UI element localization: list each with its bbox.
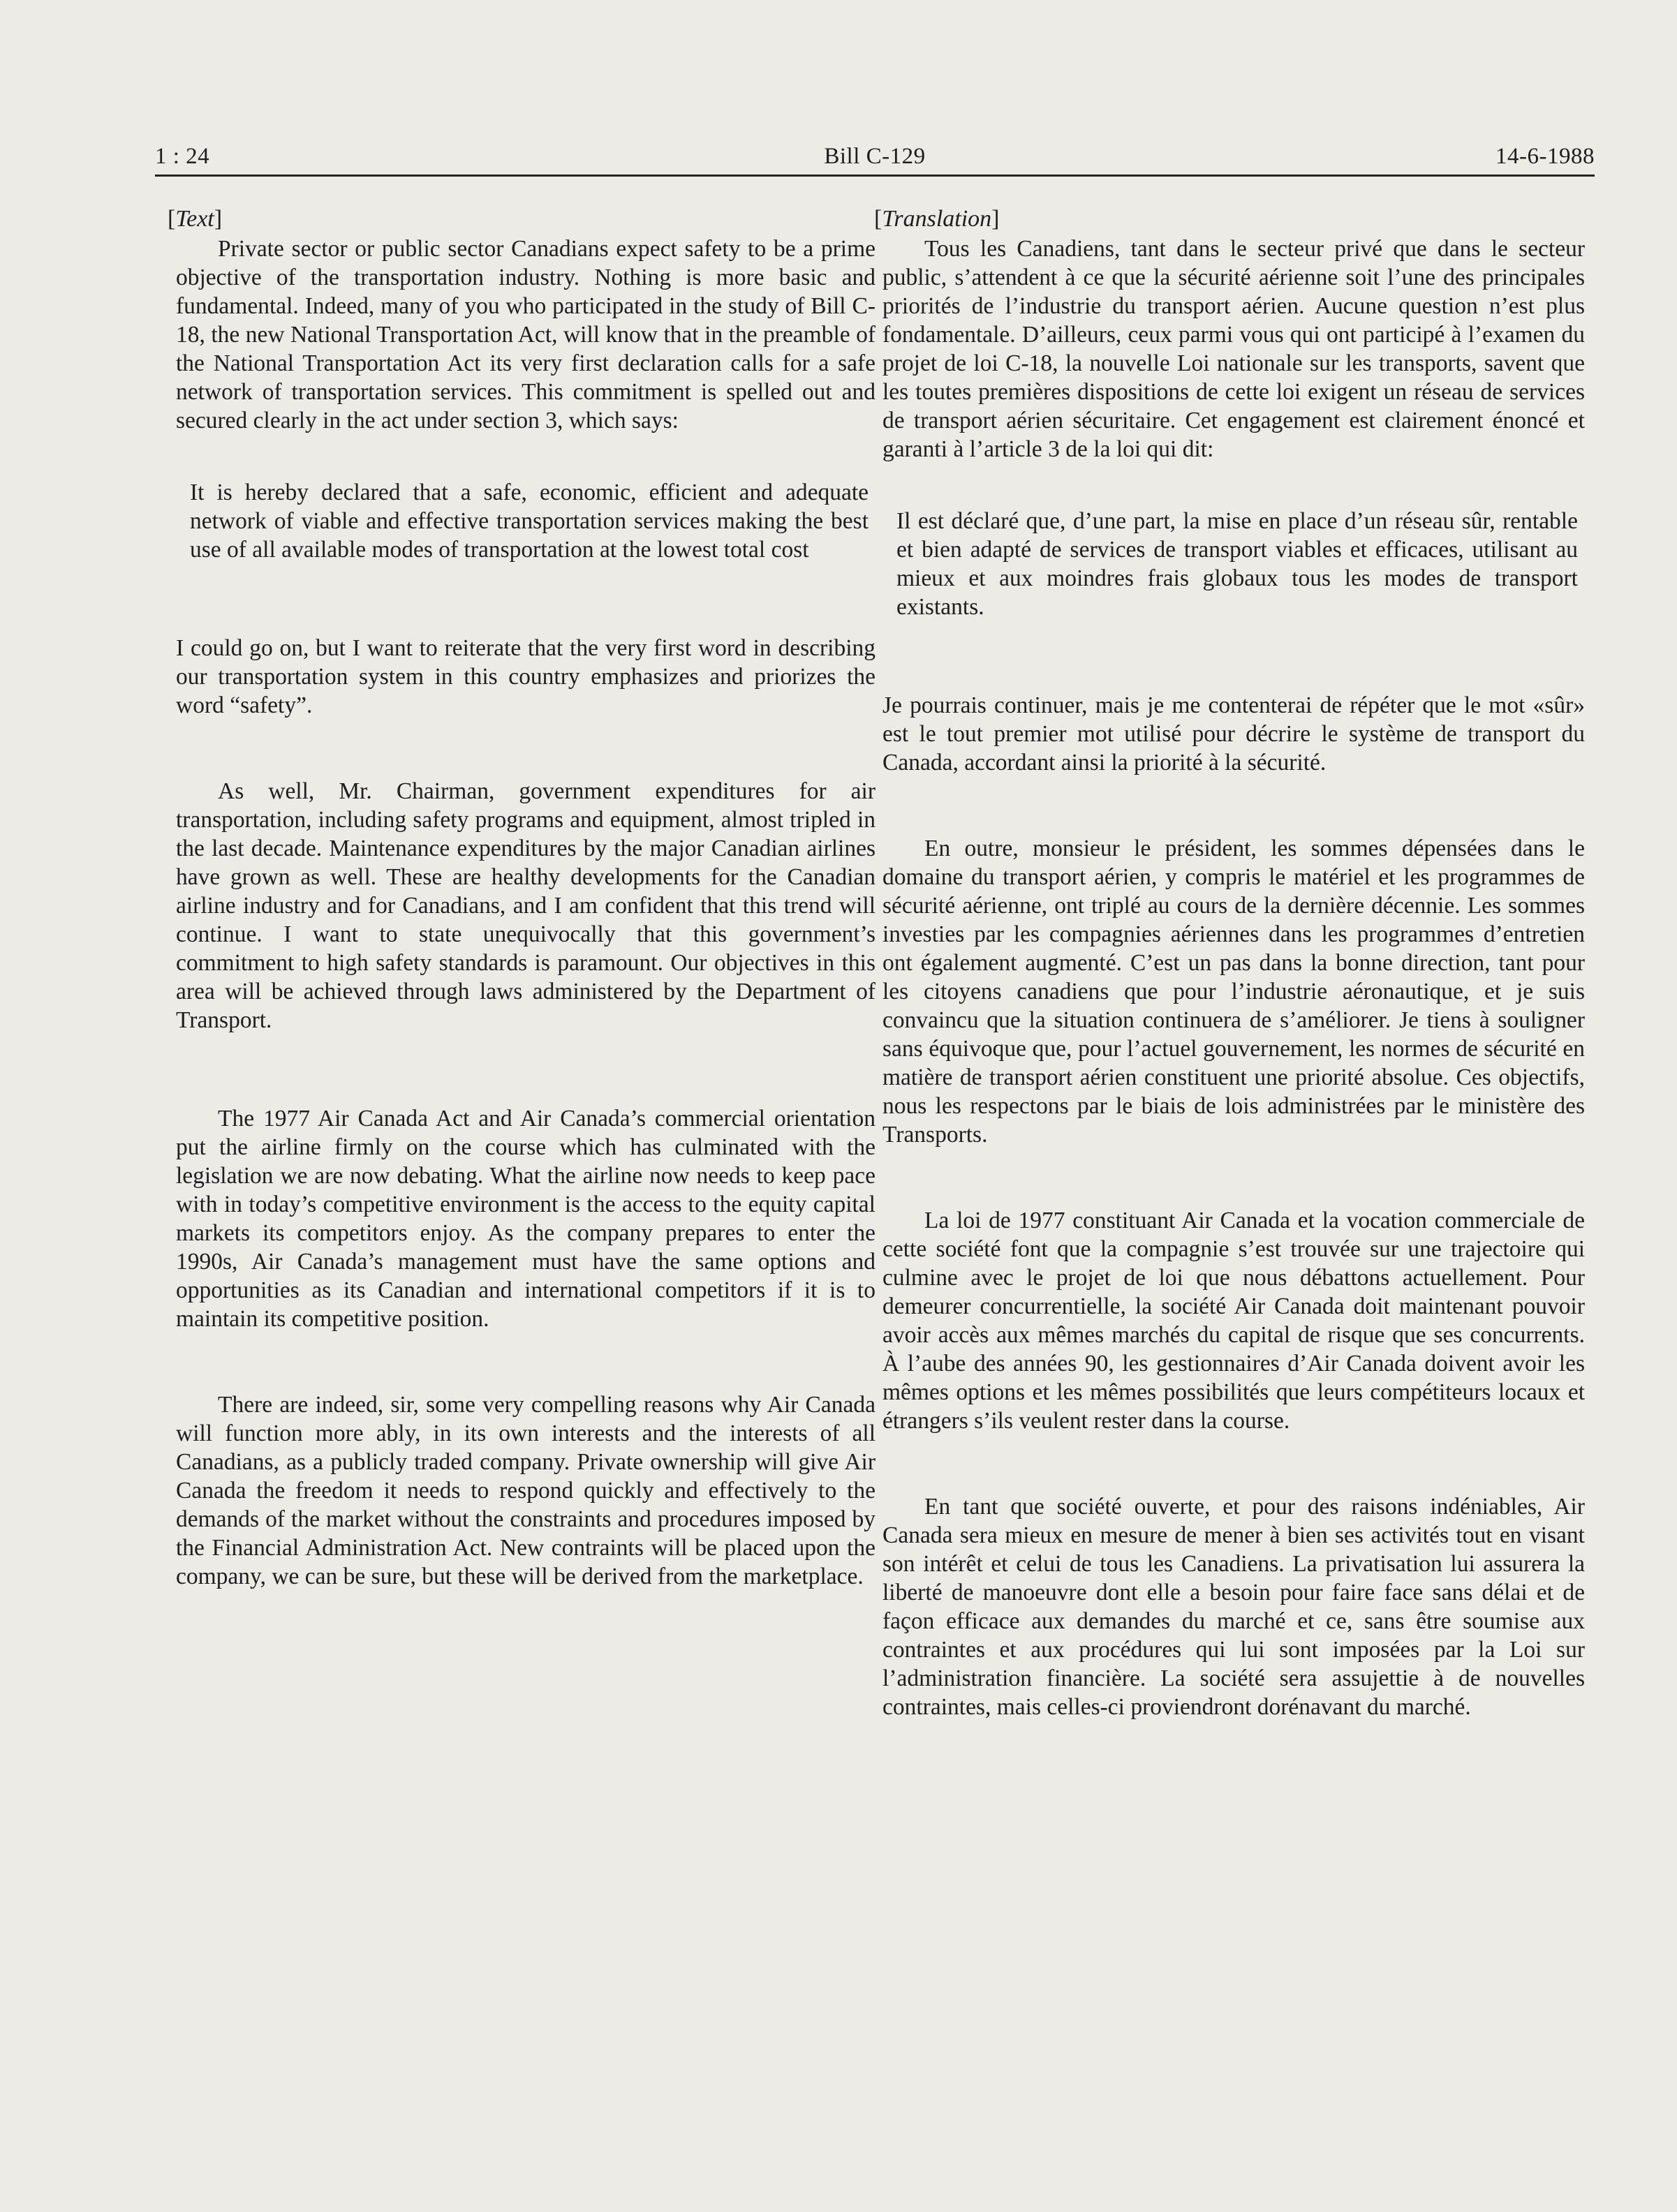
french-paragraph-5: En tant que société ouverte, et pour des raisons indéniables, Air Canada sera mieux en mesure de mener à bien ses activités tout en visant son intérêt et celui de tous les Canadiens. La privatisation lui assurera la liberté de manoeuvre dont elle a besoin pour faire face sans délai et de façon efficace aux demandes du marché et ce, sans être soumise aux contraintes et aux procédures qui lui sont imposées par la Loi sur l’administration financière. La société sera assujettie à de nouvelles contraintes, mais celles-ci proviendront dorénavant du marché.: [882, 1494, 1585, 1720]
text-label: [Text]: [168, 206, 223, 232]
translation-label: [Translation]: [874, 206, 1000, 232]
bill-title: Bill C-129: [824, 144, 926, 169]
page-header: [155, 144, 1595, 175]
french-paragraph-2: Je pourrais continuer, mais je me contenterai de répéter que le mot «sûr» est le tout premier mot utilisé pour décrire le système de transport du Canada, accordant ainsi la priorité à la sécurité.: [882, 692, 1585, 775]
page-number: 1 : 24: [155, 144, 210, 169]
page-date: 14-6-1988: [1495, 144, 1595, 169]
french-paragraph-1: Tous les Canadiens, tant dans le secteur privé que dans le secteur public, s’attendent à ce que la sécurité aérienne soit l’une des principales priorités de l’industrie du transport aérien. Aucune question n’est plus fondamentale. D’ailleurs, ceux parmi vous qui ont participé à l’examen du projet de loi C-18, la nouvelle Loi nationale sur les transports, savent que les toutes premières dispositions de cette loi exigent un réseau de services de transport aérien sécuritaire. Cet engagement est clairement énoncé et garanti à l’article 3 de la loi qui dit:: [882, 236, 1585, 462]
english-paragraph-3: As well, Mr. Chairman, government expenditures for air transportation, including safety programs and equipment, almost tripled in the last decade. Maintenance expenditures by the major Canadian airlines have grown as well. These are healthy developments for the Canadian airline industry and for Canadians, and I am confident that this trend will continue. I want to state unequivocally that this government’s commitment to high safety standards is paramount. Our objectives in this area will be achieved through laws administered by the Department of Transport.: [176, 778, 876, 1033]
english-quote: It is hereby declared that a safe, economic, efficient and adequate network of viable and effective transportation services making the best use of all available modes of transportation at the lowest total cost: [190, 480, 869, 563]
french-paragraph-4: La loi de 1977 constituant Air Canada et la vocation commerciale de cette société font que la compagnie s’est trouvée sur une trajectoire qui culmine avec le projet de loi que nous débattons actuellement. Pour demeurer concurrentielle, la société Air Canada doit maintenant pouvoir avoir accès aux mêmes marchés du capital de risque que ses concurrents. À l’aube des années 90, les gestionnaires d’Air Canada doivent avoir les mêmes options et les mêmes possibilités que leurs compétiteurs locaux et étrangers s’ils veulent rester dans la course.: [882, 1208, 1585, 1434]
english-paragraph-1: Private sector or public sector Canadians expect safety to be a prime objective of the transportation industry. Nothing is more basic and fundamental. Indeed, many of you who participated in the study of Bill C-18, the new National Transportation Act, will know that in the preamble of the National Transportation Act its very first declaration calls for a safe network of transportation services. This commitment is spelled out and secured clearly in the act under section 3, which says:: [176, 236, 876, 433]
english-column: [168, 204, 876, 1591]
header-rule: [155, 175, 1595, 177]
english-paragraph-5: There are indeed, sir, some very compelling reasons why Air Canada will function more ably, in its own interests and the interests of all Canadians, as a publicly traded company. Private ownership will give Air Canada the freedom it needs to respond quickly and effectively to the demands of the market without the constraints and procedures imposed by the Financial Administration Act. New contraints will be placed upon the company, we can be sure, but these will be derived from the marketplace.: [176, 1392, 876, 1589]
english-paragraph-4: The 1977 Air Canada Act and Air Canada’s commercial orientation put the airline firmly on the course which has culminated with the legislation we are now debating. What the airline now needs to keep pace with in today’s competitive environment is the access to the equity capital markets its competitors enjoy. As the company prepares to enter the 1990s, Air Canada’s management must have the same options and opportunities as its Canadian and international competitors if it is to maintain its competitive position.: [176, 1106, 876, 1332]
french-quote: Il est déclaré que, d’une part, la mise en place d’un réseau sûr, rentable et bien adapté de services de transport viables et efficaces, utilisant au mieux et aux moindres frais globaux tous les modes de transport existants.: [896, 508, 1578, 620]
english-paragraph-2: I could go on, but I want to reiterate that the very first word in describing our transportation system in this country emphasizes and priorizes the word “safety”.: [176, 635, 876, 718]
french-paragraph-3: En outre, monsieur le président, les sommes dépensées dans le domaine du transport aérien, y compris le matériel et les programmes de sécurité aérienne, ont triplé au cours de la dernière décennie. Les sommes investies par les compagnies aériennes dans les programmes d’entretien ont également augmenté. C’est un pas dans la bonne direction, tant pour les citoyens canadiens que pour l’industrie aéronautique, et je suis convaincu que la situation continuera de s’améliorer. Je tiens à souligner sans équivoque que, pour l’actuel gouvernement, les normes de sécurité en matière de transport aérien constituent une priorité absolue. Ces objectifs, nous les respectons par le biais de lois administrées par le ministère des Transports.: [882, 836, 1585, 1148]
french-column: [874, 204, 1585, 1721]
